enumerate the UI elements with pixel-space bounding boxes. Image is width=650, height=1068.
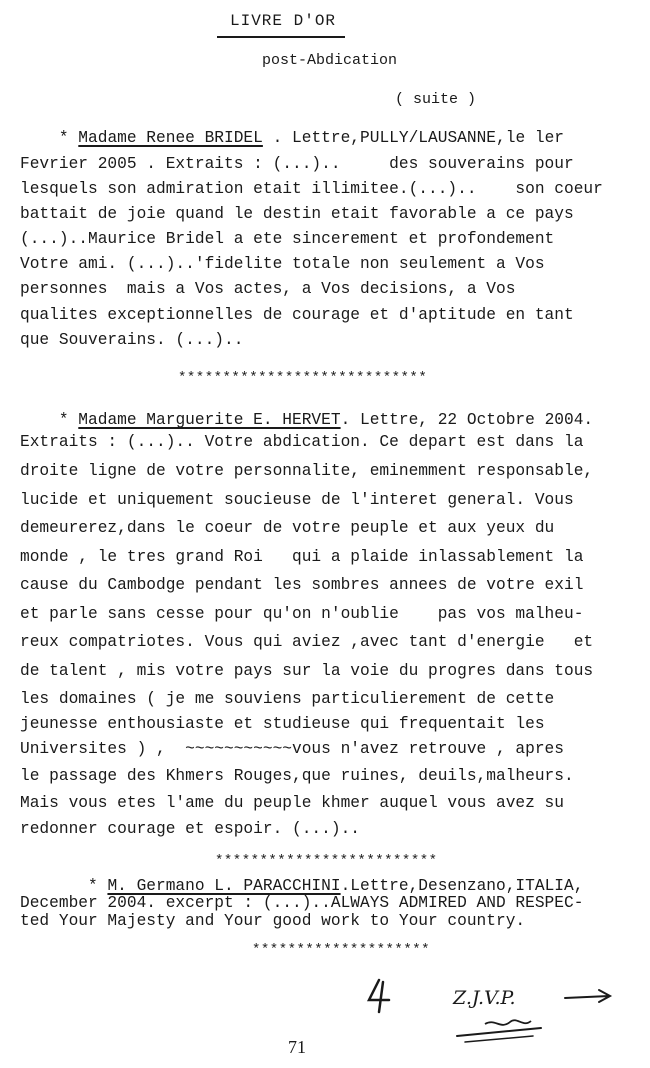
entry-2-line: cause du Cambodge pendant les sombres annees de votre exil xyxy=(20,576,584,594)
entry-1-line: lesquels son admiration etait illimitee.(...).. son coeur xyxy=(20,180,603,198)
entry-2-line: Extraits : (...).. Votre abdication. Ce depart est dans la xyxy=(20,433,584,451)
arrow-right-icon xyxy=(565,990,610,1002)
entry-1-line: battait de joie quand le destin etait favorable a ce pays xyxy=(20,205,574,223)
continued-label: ( suite ) xyxy=(395,91,477,108)
entry-1-line: que Souverains. (...).. xyxy=(20,331,244,349)
entry-2-line: Universites ) , ~~~~~~~~~~~vous n'avez retrouve , apres xyxy=(20,740,564,758)
signature-scribble xyxy=(485,1020,531,1025)
entry-2-line: et parle sans cesse pour qu'on n'oublie pas vos malheu- xyxy=(20,605,584,623)
entry-3-line: ted Your Majesty and Your good work to Your country. xyxy=(20,912,526,930)
entry-2-author: Madame Marguerite E. HERVET xyxy=(78,411,341,429)
entry-3-author: M. Germano L. PARACCHINI xyxy=(107,877,341,895)
entry-2-line: jeunesse enthousiaste et studieuse qui frequentait les xyxy=(20,715,545,733)
entry-1-line: Votre ami. (...)..'fidelite totale non seulement a Vos xyxy=(20,255,545,273)
handwritten-four xyxy=(369,980,389,1000)
entry-2-line: lucide et uniquement soucieuse de l'interet general. Vous xyxy=(20,491,574,509)
separator: ************************* xyxy=(215,853,438,869)
entry-1-line: qualites exceptionnelles de courage et d'aptitude en tant xyxy=(20,306,574,324)
entry-2-line: droite ligne de votre personnalite, eminemment responsable, xyxy=(20,462,594,480)
entry-2-line: Mais vous etes l'ame du peuple khmer auquel vous avez su xyxy=(20,794,564,812)
entry-2-line: redonner courage et espoir. (...).. xyxy=(20,820,360,838)
page-subtitle: post-Abdication xyxy=(262,52,398,69)
entry-1-line: personnes mais a Vos actes, a Vos decisions, a Vos xyxy=(20,280,516,298)
entry-2-line: de talent , mis votre pays sur la voie du progres dans tous xyxy=(20,662,594,680)
separator: **************************** xyxy=(178,370,428,386)
entry-2-line: demeurerez,dans le coeur de votre peuple et aux yeux du xyxy=(20,519,555,537)
signature-initials: Z.J.V.P. xyxy=(453,987,516,1009)
entry-1-line: (...)..Maurice Bridel a ete sincerement et profondement xyxy=(20,230,555,248)
separator: ******************** xyxy=(252,942,431,958)
entry-3-heading: * M. Germano L. PARACCHINI.Lettre,Desenzano,ITALIA, xyxy=(20,877,584,895)
entry-2-line: monde , le tres grand Roi qui a plaide inlassablement la xyxy=(20,548,584,566)
entry-2-heading: * Madame Marguerite E. HERVET. Lettre, 22 Octobre 2004. xyxy=(20,411,594,429)
signature-underline xyxy=(457,1028,541,1036)
entry-2-line: les domaines ( je me souviens particulierement de cette xyxy=(20,690,555,708)
title-underline xyxy=(217,36,345,38)
entry-3-line: December 2004. excerpt : (...)..ALWAYS ADMIRED AND RESPEC- xyxy=(20,894,584,912)
page-title: LIVRE D'OR xyxy=(230,12,337,30)
handwritten-signature xyxy=(365,972,625,1057)
signature-drawing xyxy=(365,972,625,1052)
entry-1-author: Madame Renee BRIDEL xyxy=(78,129,263,147)
entry-2-line: le passage des Khmers Rouges,que ruines, deuils,malheurs. xyxy=(20,767,574,785)
entry-2-line: reux compatriotes. Vous qui aviez ,avec tant d'energie et xyxy=(20,633,594,651)
entry-1-heading: * Madame Renee BRIDEL . Lettre,PULLY/LAUSANNE,le ler xyxy=(20,129,565,147)
page-number: 71 xyxy=(288,1037,306,1057)
entry-1-line: Fevrier 2005 . Extraits : (...).. des souverains pour xyxy=(20,155,574,173)
